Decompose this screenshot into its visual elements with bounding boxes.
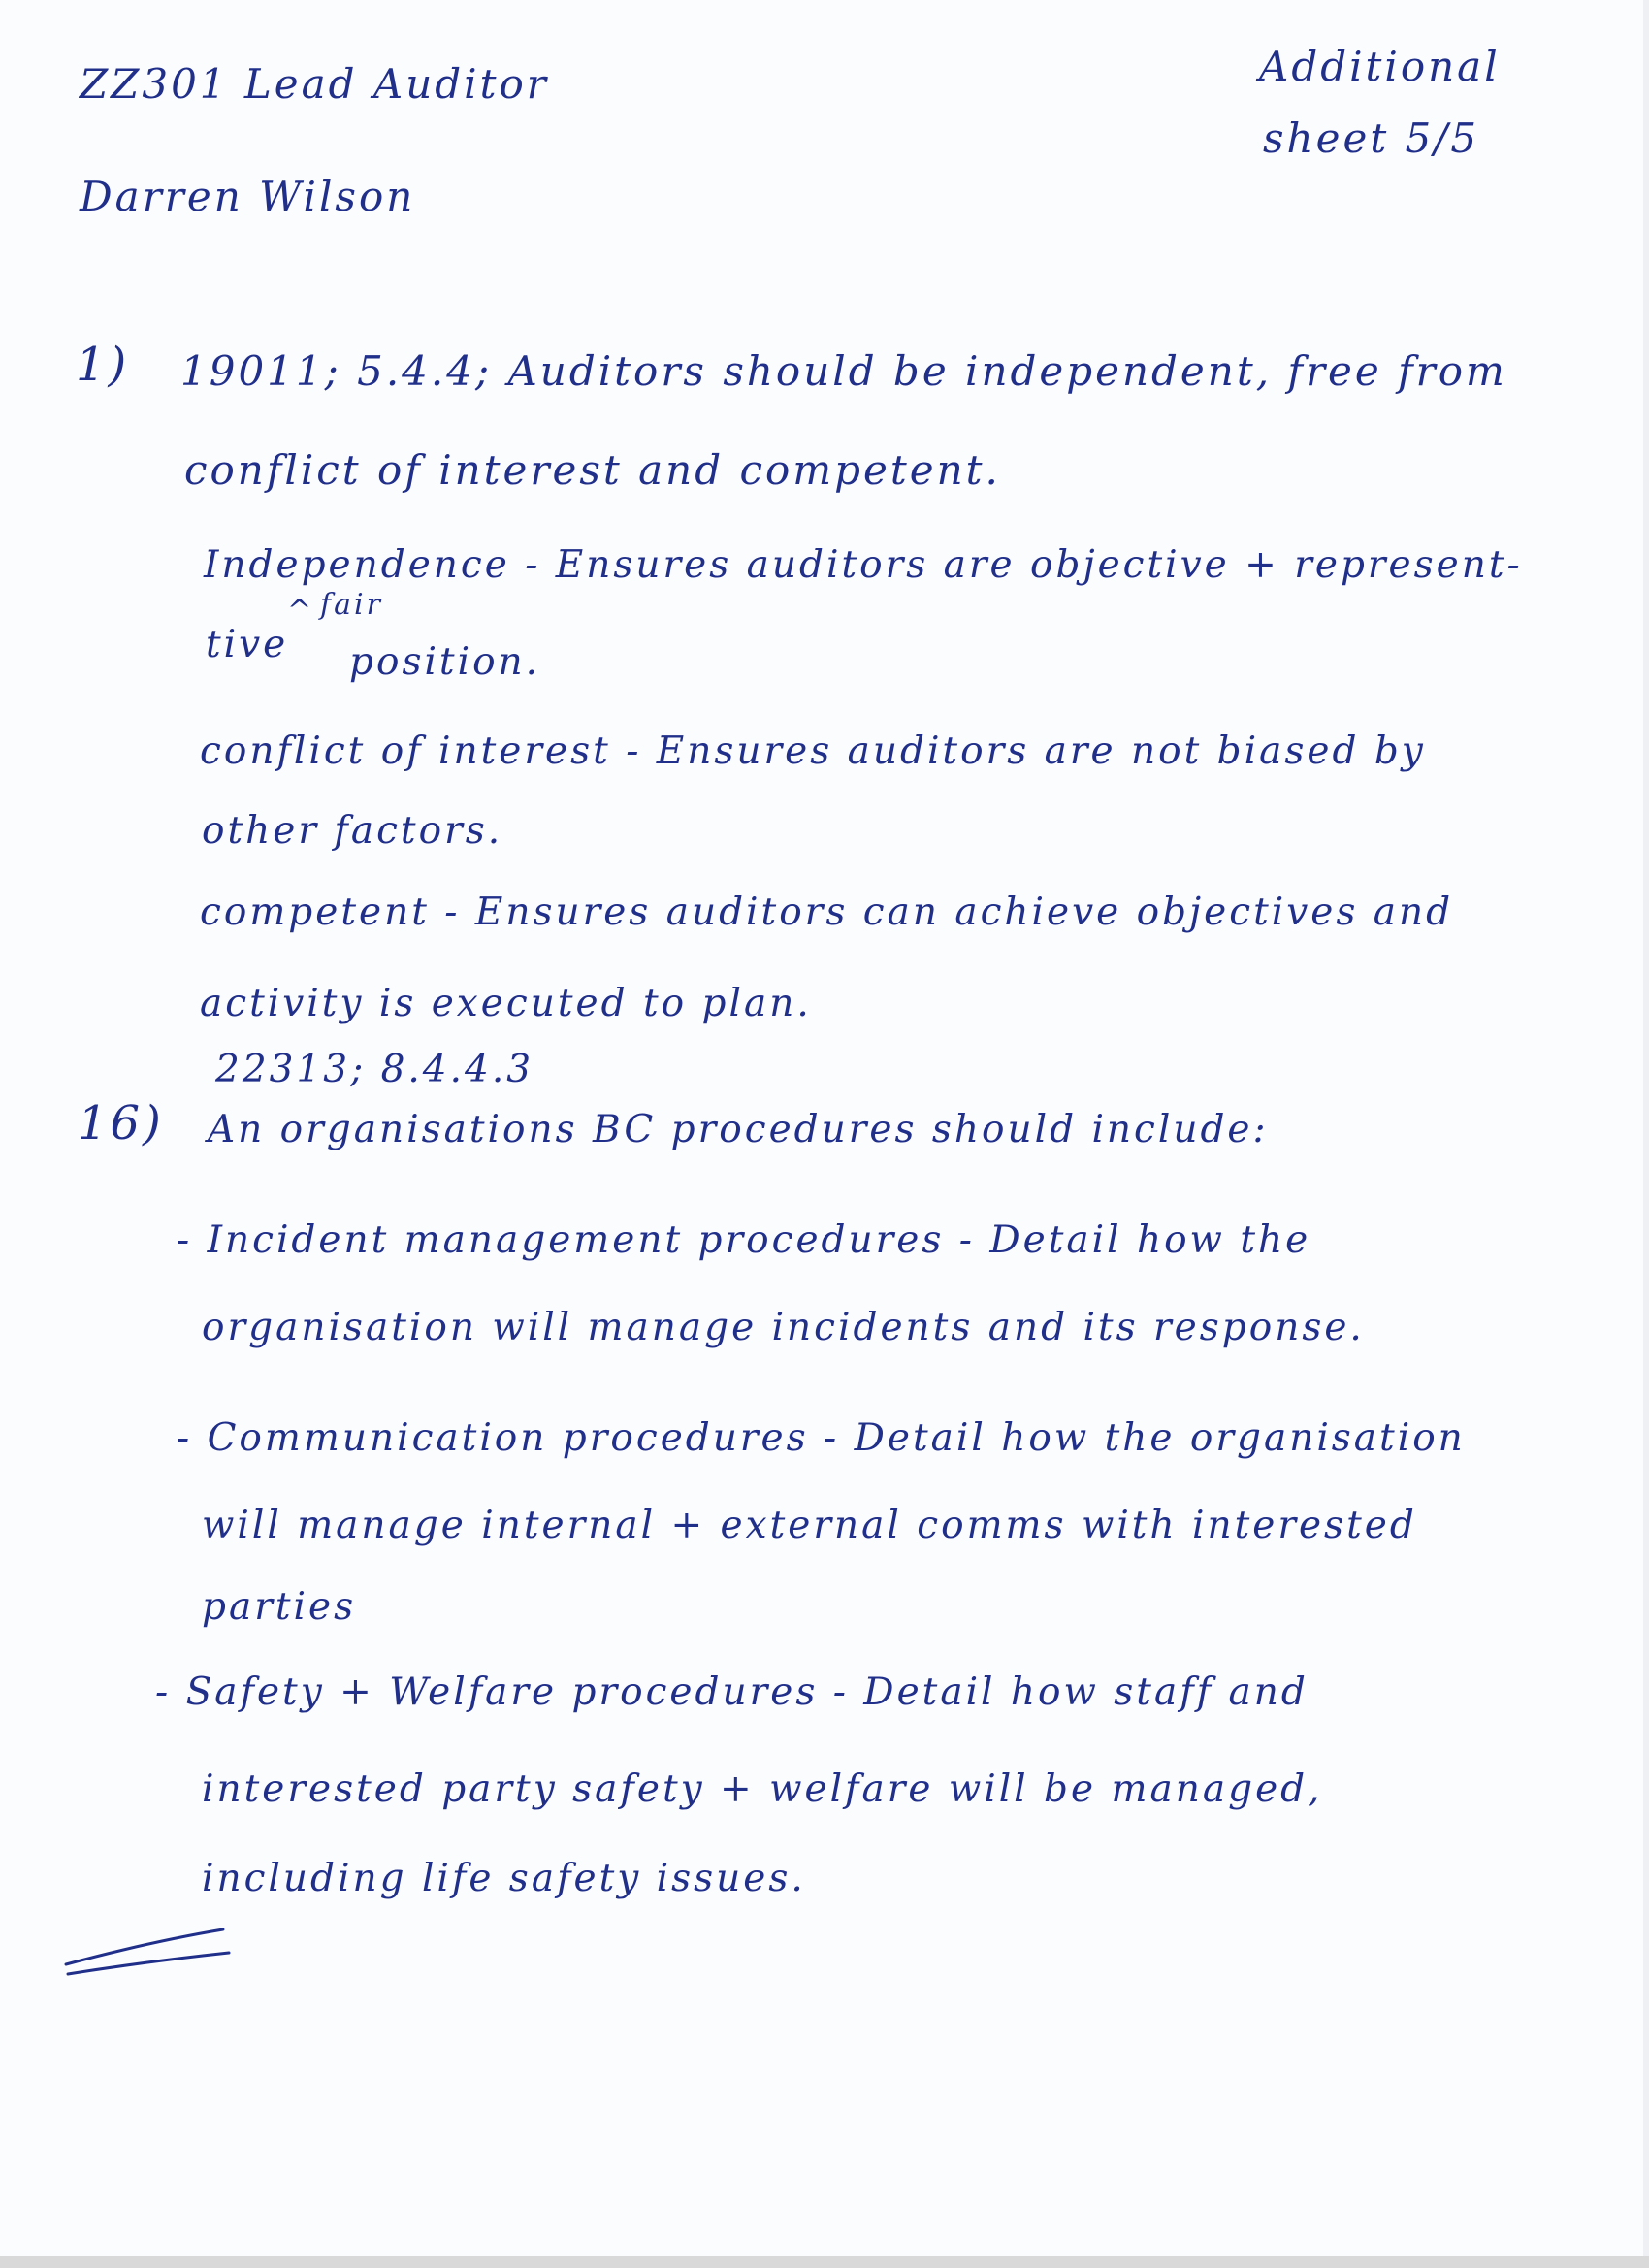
q16-intro: An organisations BC procedures should include: (208, 1108, 1269, 1151)
q16-bullet-3-line-1: - Safety + Welfare procedures - Detail how staff and (155, 1670, 1309, 1714)
scan-bottom-edge (0, 2256, 1649, 2268)
q16-bullet-2-line-3: parties (202, 1585, 357, 1629)
q1-independence-line-2-suffix: position. (349, 640, 541, 684)
q16-bullet-2-line-1: - Communication procedures - Detail how the organisation (177, 1416, 1466, 1460)
q1-conflict-line-1: conflict of interest - Ensures auditors are not biased by (200, 729, 1426, 773)
q1-line-2: conflict of interest and competent. (184, 446, 1001, 494)
q1-competent-line-1: competent - Ensures auditors can achieve objectives and (200, 891, 1454, 934)
candidate-name: Darren Wilson (80, 173, 416, 220)
q16-bullet-3-line-2: interested party safety + welfare will be managed, (202, 1767, 1323, 1811)
q16-bullet-1-line-1: - Incident management procedures - Detail how the (177, 1218, 1311, 1262)
sheet-label-line1: Additional (1259, 43, 1501, 90)
q1-competent-line-2: activity is executed to plan. (200, 982, 812, 1025)
page-edge-shadow (1643, 0, 1649, 2268)
q16-bullet-3-line-3: including life safety issues. (202, 1857, 806, 1900)
q1-insert-caret: ^ (287, 594, 315, 628)
q1-independence-line-1: Independence - Ensures auditors are objective + represent- (204, 543, 1523, 587)
q16-bullet-1-line-2: organisation will manage incidents and its response. (202, 1306, 1365, 1349)
question-number-1: 1) (76, 338, 130, 392)
q16-bullet-2-line-2: will manage internal + external comms with interested (202, 1504, 1417, 1547)
course-title: ZZ301 Lead Auditor (80, 60, 549, 108)
q1-independence-line-2-prefix: tive (206, 623, 289, 666)
q1-insert-word: fair (320, 588, 383, 622)
sheet-label-line2: sheet 5/5 (1263, 114, 1480, 162)
q16-reference: 22313; 8.4.4.3 (215, 1048, 534, 1091)
end-of-answer-mark (58, 1926, 242, 1984)
q1-line-1: 19011; 5.4.4; Auditors should be independent, free from (180, 347, 1507, 395)
question-number-16: 16) (78, 1096, 164, 1150)
q1-conflict-line-2: other factors. (202, 809, 503, 853)
